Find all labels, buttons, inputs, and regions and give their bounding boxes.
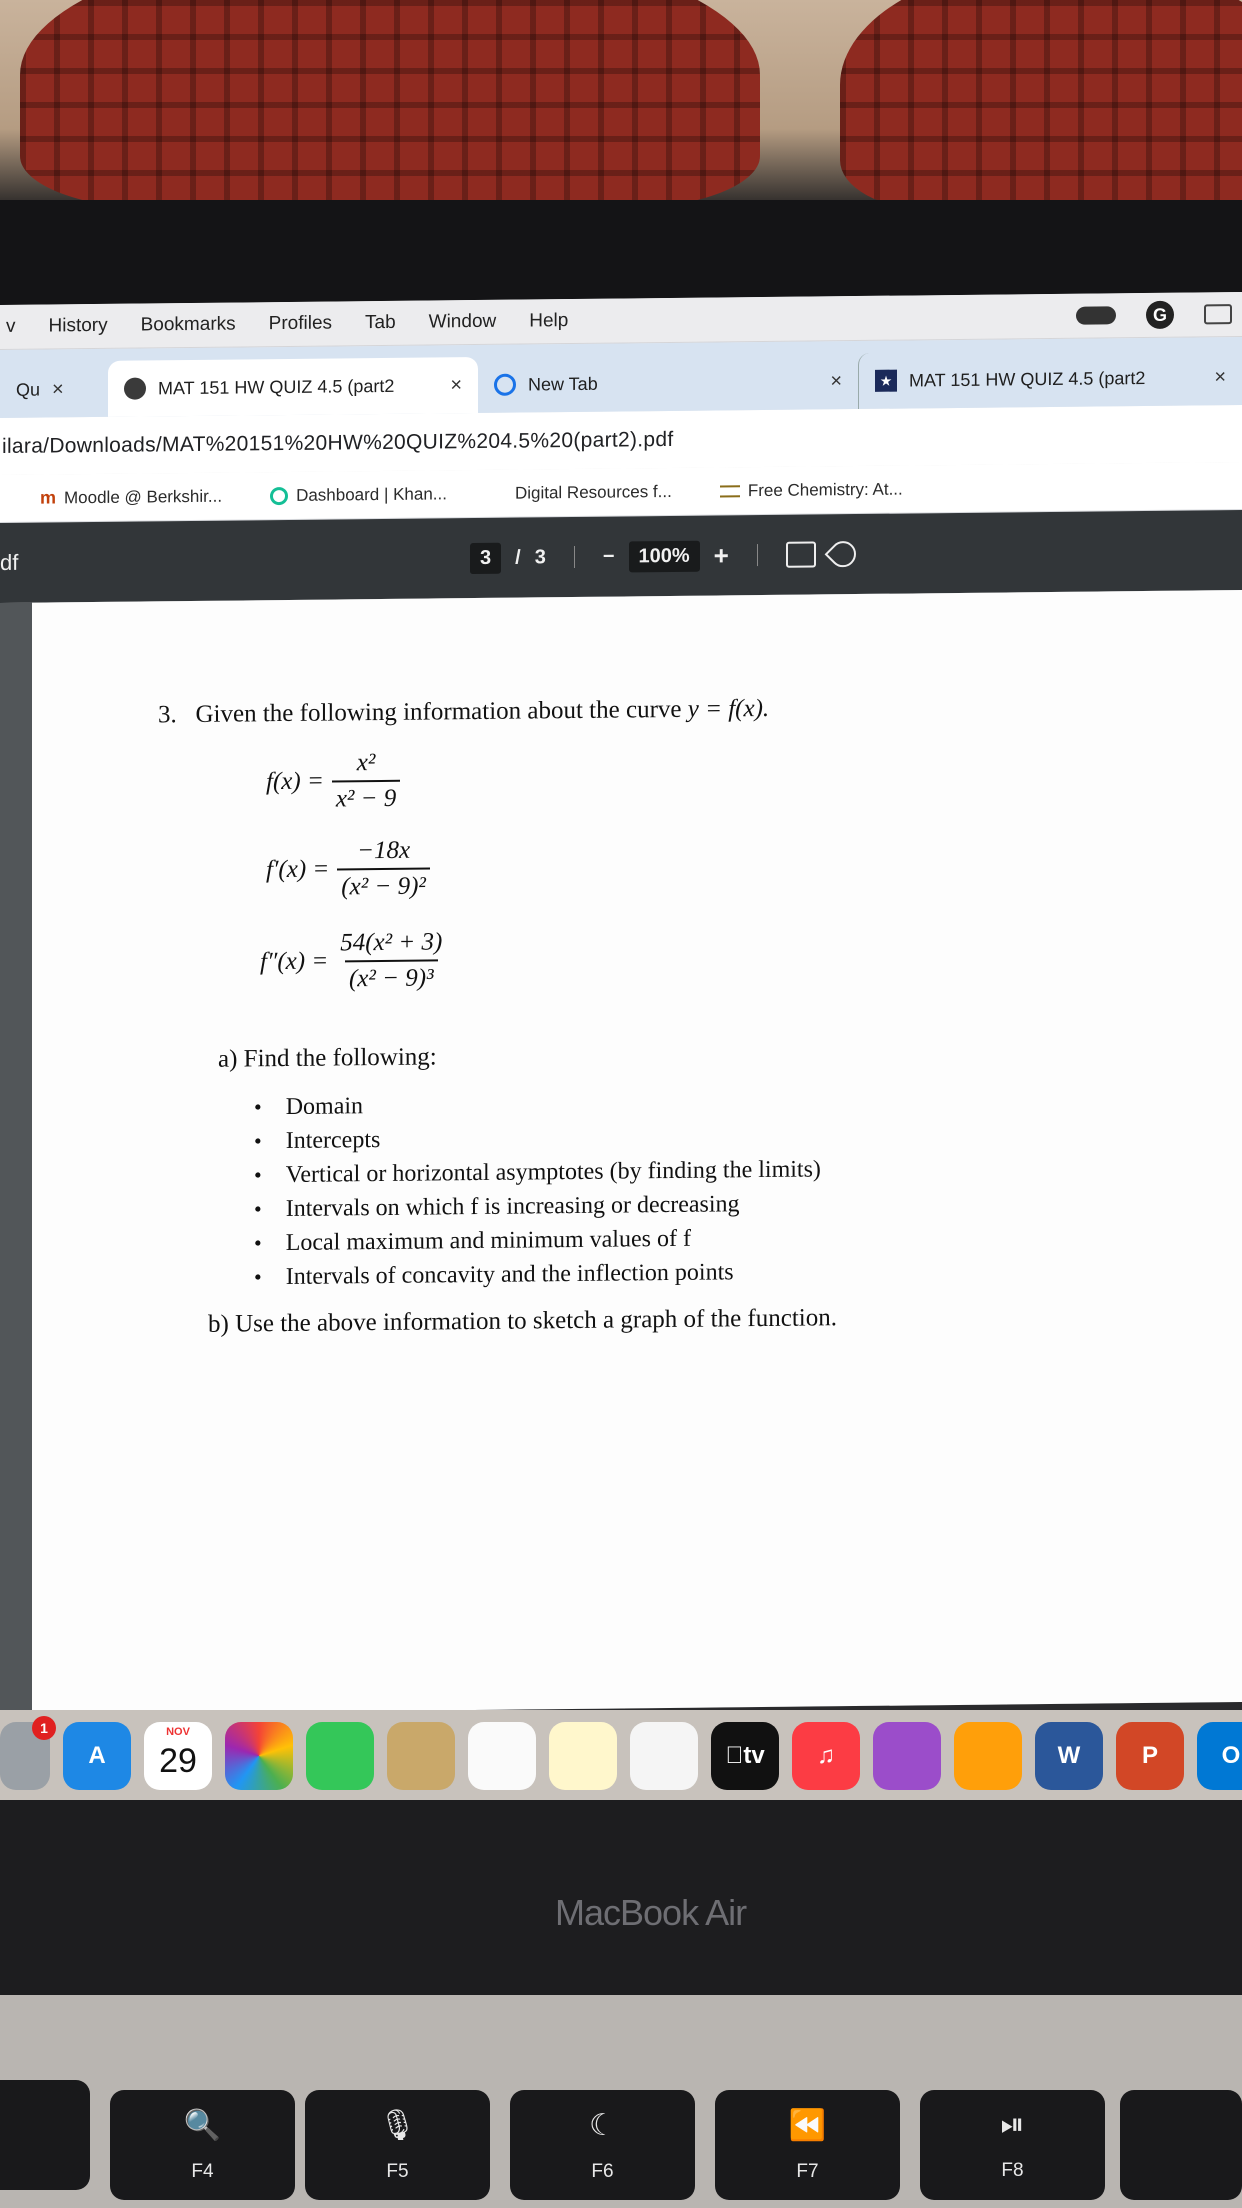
list-item: • Intervals of concavity and the inflection points — [254, 1254, 821, 1294]
khan-icon — [270, 486, 288, 504]
search-icon: 🔍 — [183, 2108, 222, 2142]
zoom-out-button[interactable]: − — [602, 545, 615, 568]
key-label: F5 — [386, 2160, 409, 2182]
powerpoint-icon[interactable]: P — [1116, 1722, 1184, 1790]
music-icon[interactable]: ♫ — [792, 1722, 860, 1790]
moodle-icon: m — [40, 487, 57, 508]
photos-icon[interactable] — [225, 1722, 293, 1790]
divider — [757, 544, 758, 566]
play-pause-icon: ⏯ — [1000, 2108, 1025, 2141]
fraction — [336, 928, 446, 993]
podcasts-icon[interactable] — [873, 1722, 941, 1790]
pdf-controls — [470, 539, 856, 574]
formula-label: f′(x) = — [266, 855, 330, 884]
key-f7[interactable] — [715, 2090, 900, 2200]
key-f6[interactable] — [510, 2090, 695, 2200]
menu-help[interactable]: Help — [529, 310, 569, 332]
numerator: 54(x² + 3) — [340, 928, 443, 957]
key-label: F7 — [796, 2160, 819, 2182]
key-label: F8 — [1001, 2160, 1024, 2181]
menu-bookmarks[interactable]: Bookmarks — [140, 313, 236, 336]
tab-quiz-active[interactable] — [108, 357, 478, 417]
zoom-level[interactable]: 100% — [629, 540, 700, 572]
page-total: 3 — [534, 545, 546, 568]
page-separator: / — [515, 546, 521, 569]
fraction — [337, 836, 430, 901]
close-icon[interactable]: × — [1214, 365, 1226, 388]
mac-dock — [0, 1710, 1242, 1802]
fraction — [332, 749, 400, 814]
question-math: y = f(x). — [687, 694, 770, 723]
formula-label: f(x) = — [266, 767, 324, 796]
cloud-icon[interactable] — [1076, 306, 1116, 324]
tab-new-tab[interactable] — [478, 353, 858, 413]
numerator: x² — [356, 749, 376, 777]
bookmark-label: Dashboard | Khan... — [296, 483, 447, 505]
pdf-toolbar — [0, 510, 1242, 603]
formula-f-prime — [266, 836, 430, 902]
tab-label: MAT 151 HW QUIZ 4.5 (part2 — [158, 375, 395, 398]
folder-icon — [720, 485, 740, 497]
fit-page-icon[interactable] — [786, 541, 816, 567]
bookmark-moodle[interactable] — [40, 486, 222, 509]
notification-badge: 1 — [32, 1716, 56, 1740]
display-icon[interactable] — [1204, 304, 1232, 324]
denominator: (x² − 9)³ — [345, 959, 438, 993]
part-a-heading: a) Find the following: — [218, 1043, 437, 1073]
zoom-in-button[interactable]: + — [713, 539, 729, 571]
bookmark-free-chemistry[interactable] — [720, 479, 903, 501]
apple-tv-icon[interactable]: tv — [711, 1722, 779, 1790]
favicon-icon — [124, 377, 146, 399]
close-icon[interactable]: × — [450, 373, 462, 396]
key-f3[interactable] — [0, 2080, 90, 2190]
laptop-screen — [0, 292, 1242, 1715]
word-icon[interactable]: W — [1035, 1722, 1103, 1790]
tab-partial[interactable] — [0, 361, 108, 418]
plaid-hat-left — [20, 0, 760, 210]
formula-f-double-prime — [260, 928, 446, 994]
tab-label: MAT 151 HW QUIZ 4.5 (part2 — [909, 367, 1146, 390]
key-f5[interactable] — [305, 2090, 490, 2200]
menu-history[interactable]: History — [48, 314, 108, 337]
photo-background — [0, 0, 1242, 215]
notes-icon[interactable] — [549, 1722, 617, 1790]
key-f4[interactable] — [110, 2090, 295, 2200]
menu-partial[interactable]: v — [6, 315, 16, 337]
search-icon — [494, 374, 516, 396]
key-f8[interactable] — [920, 2090, 1105, 2200]
grammarly-icon[interactable]: G — [1146, 301, 1174, 329]
list-item: • Domain — [254, 1084, 821, 1124]
part-b-heading: b) Use the above information to sketch a graph of the function. — [208, 1304, 837, 1338]
document-name: df — [0, 549, 19, 575]
question-number: 3. — [158, 701, 177, 729]
page-number-input[interactable]: 3 — [470, 542, 501, 573]
bookmark-khan[interactable] — [270, 484, 447, 506]
list-item: • Intercepts — [254, 1118, 821, 1158]
microphone-icon: 🎙 — [378, 2108, 417, 2142]
question-text: Given the following information about the curve — [195, 695, 682, 728]
bookmark-label: Digital Resources f... — [514, 481, 672, 503]
list-item: • Local maximum and minimum values of f — [254, 1220, 821, 1260]
url-text: ilara/Downloads/MAT%20151%20HW%20QUIZ%204.5%20(part2).pdf — [2, 427, 674, 458]
key-f9[interactable] — [1120, 2090, 1242, 2200]
reminders-icon[interactable] — [468, 1722, 536, 1790]
list-item: • Vertical or horizontal asymptotes (by finding the limits) — [254, 1152, 821, 1192]
part-a-list — [254, 1084, 821, 1294]
pdf-viewer[interactable] — [0, 590, 1242, 1715]
menu-tab[interactable]: Tab — [365, 311, 396, 334]
bookmark-label: Moodle @ Berkshir... — [64, 486, 223, 507]
question-stem — [158, 695, 769, 729]
calendar-icon[interactable] — [144, 1722, 212, 1790]
browser-tabbar — [0, 337, 1242, 418]
rewind-icon: ⏪ — [788, 2108, 827, 2142]
tab-label: New Tab — [528, 373, 598, 394]
close-icon[interactable]: × — [52, 377, 64, 400]
key-label: F6 — [591, 2160, 614, 2182]
formula-label: f″(x) = — [260, 947, 329, 976]
tab-label: Qu — [16, 379, 41, 400]
menu-profiles[interactable]: Profiles — [268, 312, 333, 335]
bookmark-digital-resources[interactable] — [515, 481, 672, 503]
numerator: −18x — [357, 836, 411, 865]
menu-window[interactable]: Window — [428, 310, 497, 333]
settings-icon[interactable] — [0, 1722, 50, 1790]
app-store-icon[interactable]: A — [63, 1722, 131, 1790]
pdf-page — [32, 590, 1242, 1715]
contacts-icon[interactable] — [387, 1722, 455, 1790]
pages-icon[interactable] — [954, 1722, 1022, 1790]
divider — [574, 546, 575, 568]
facetime-icon[interactable] — [306, 1722, 374, 1790]
rotate-icon[interactable] — [824, 536, 861, 573]
list-item: • Intervals on which f is increasing or decreasing — [254, 1186, 821, 1226]
freeform-icon[interactable] — [630, 1722, 698, 1790]
close-icon[interactable]: × — [830, 369, 842, 392]
calendar-day: 29 — [159, 1741, 197, 1780]
moon-icon: ☾ — [589, 2108, 616, 2142]
tab-quiz-second[interactable] — [858, 349, 1242, 409]
key-label: F4 — [191, 2160, 214, 2182]
star-icon: ★ — [875, 370, 897, 392]
plaid-hat-right — [840, 0, 1242, 210]
formula-f — [266, 749, 400, 814]
calendar-month: NOV — [166, 1726, 190, 1738]
denominator: (x² − 9)² — [337, 867, 430, 901]
outlook-icon[interactable]: O — [1197, 1722, 1242, 1790]
bookmark-label: Free Chemistry: At... — [747, 479, 903, 500]
denominator: x² − 9 — [332, 780, 400, 814]
macbook-label: MacBook Air — [555, 1892, 747, 1933]
menubar-status-icons — [1076, 300, 1242, 330]
